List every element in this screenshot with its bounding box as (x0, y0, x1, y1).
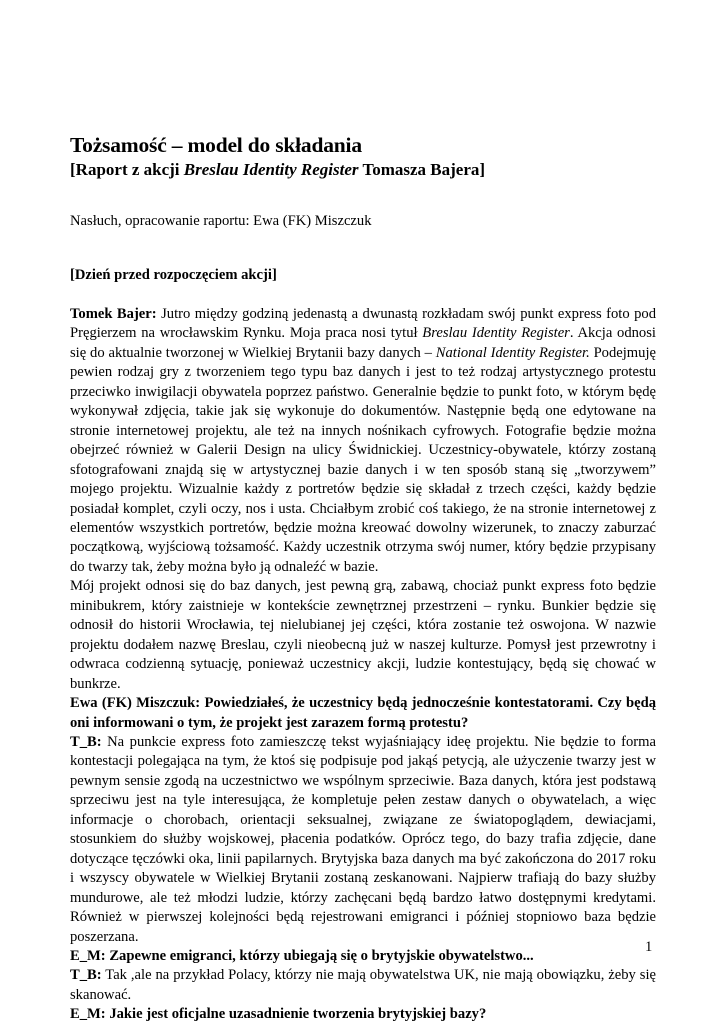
report-body (70, 305, 656, 1025)
page-number: 1 (645, 939, 653, 955)
paragraph-text: . Akcja odnosi się do aktualnie tworzonej w Wielkiej Brytanii bazy danych – (70, 325, 656, 361)
section-heading: [Dzień przed rozpoczęciem akcji] (70, 267, 277, 283)
answer-text: Na punkcie express foto zamieszczę tekst wyjaśniający ideę projektu. Nie będzie to forma kontestacji polegająca na tym, że ktoś się podpisuje pod jakąś petycją, ale użyczenie twarzy jest w pewnym sensie zgodą na uczestnictwo we wspólnym sprzeciwie. Baza danych, która jest podstawą sprzeciwu jest na tyle interesująca, że kompletuje pełen zestaw danych o obywatelach, a więc informacje o chorobach, orientacji seksualnej, związane ze światopoglądem, dewiacjami, stosunkiem do służby wojskowej, płacenia podatków. Oprócz tego, do bazy trafia zdjęcie, dane dotyczące tęczówki oka, linii papilarnych. Brytyjska baza danych ma być zakończona do 2017 roku i wszyscy obywatele w Wielkiej Brytanii zostaną zeskanowani. Najpierw trafiają do bazy służby mundurowe, ale też młodzi ludzie, którzy zachęcani będą bardzo łatwo dostępnymi kredytami. Również w pierwszej kolejności będą rejestrowani emigranci i później stopniowo baza będzie poszerzana. (70, 733, 656, 945)
answer-text: Tak ,ale na przykład Polacy, którzy nie mają obywatelstwa UK, nie mają obowiązku, żeby się skanować. (70, 967, 656, 1003)
answer-1 (70, 733, 656, 947)
document-title: Tożsamość – model do składania (70, 133, 362, 157)
question-3: E_M: Jakie jest oficjalne uzasadnienie tworzenia brytyjskiej bazy? (70, 1006, 487, 1023)
national-register-italic: National Identity Register. (435, 344, 590, 361)
report-credit: Nasłuch, opracowanie raportu: Ewa (FK) Miszczuk (70, 213, 372, 229)
paragraph-text: Podejmuję pewien rodzaj gry z tworzeniem tego typu baz danych i jest to też rodzaj artystycznego protestu przeciwko inwigilacji obywatela poprzez państwo. Generalnie będzie to punkt foto, w którym będę wykonywał zdjęcia, takie jak się wykonuje do dokumentów. Następnie będą one edytowane na stronie internetowej projektu, ale też na innych nośnikach cyfrowych. Fotografie będzie można obejrzeć również w Galerii Design na ulicy Świdnickiej. Uczestnicy-obywatele, którzy zostaną sfotografowani znajdą się w artystycznej bazie danych i w ten sposób staną się „tworzywem” mojego projektu. Wizualnie każdy z portretów będzie się składał z trzech części, każdy będzie posiadał komplet, czyli oczy, nos i usta. Chciałbym zrobić coś takiego, że na stronie internetowej z elementów wszystkich portretów, będzie można kreować dowolny wizerunek, to znaczy zaburzać początkową, wyjściową tożsamość. Każdy uczestnik otrzyma swój numer, który będzie przypisany do twarzy tak, żeby można było ją odnaleźć w bazie. (70, 344, 656, 575)
project-title-italic: Breslau Identity Register (422, 325, 570, 342)
answer-2 (70, 966, 656, 1005)
document-subtitle (70, 158, 656, 181)
paragraph-text: Jutro między godziną jedenastą a dwunastą rozkładam swój punkt express foto pod Pręgierzem na wrocławskim Rynku. Moja praca nosi tytuł (70, 306, 657, 342)
speaker-label: Tomek Bajer: (70, 306, 157, 322)
subtitle-suffix: Tomasza Bajera] (358, 160, 486, 179)
paragraph-bajer-intro (70, 305, 656, 577)
paragraph-bunker: Mój projekt odnosi się do baz danych, jest pewną grą, zabawą, chociaż punkt express foto będzie minibukrem, który zaistnieje w kontekście zewnętrznej przestrzeni – rynku. Bunkier będzie się odnosił do historii Wrocławia, tej nielubianej jej części, która zostanie też oswojona. W nazwie projektu dodałem nazwę Breslau, czyli nieobecną już w naszej kulturze. Pomysł jest przewrotny i odwraca codzienną sytuację, ponieważ uczestnicy akcji, ludzie kontestujący, będą się chować w bunkrze. (70, 578, 656, 692)
document-page (70, 133, 656, 1025)
question-2: E_M: Zapewne emigranci, którzy ubiegają się o brytyjskie obywatelstwo... (70, 947, 534, 964)
speaker-label: T_B: (70, 733, 102, 750)
subtitle-project-name: Breslau Identity Register (183, 160, 359, 179)
speaker-label: T_B: (70, 967, 102, 984)
subtitle-prefix: [Raport z akcji (70, 160, 184, 179)
question-1: Ewa (FK) Miszczuk: Powiedziałeś, że uczestnicy będą jednocześnie kontestatorami. Czy będą oni informowani o tym, że projekt jest zarazem formą protestu? (70, 695, 656, 731)
